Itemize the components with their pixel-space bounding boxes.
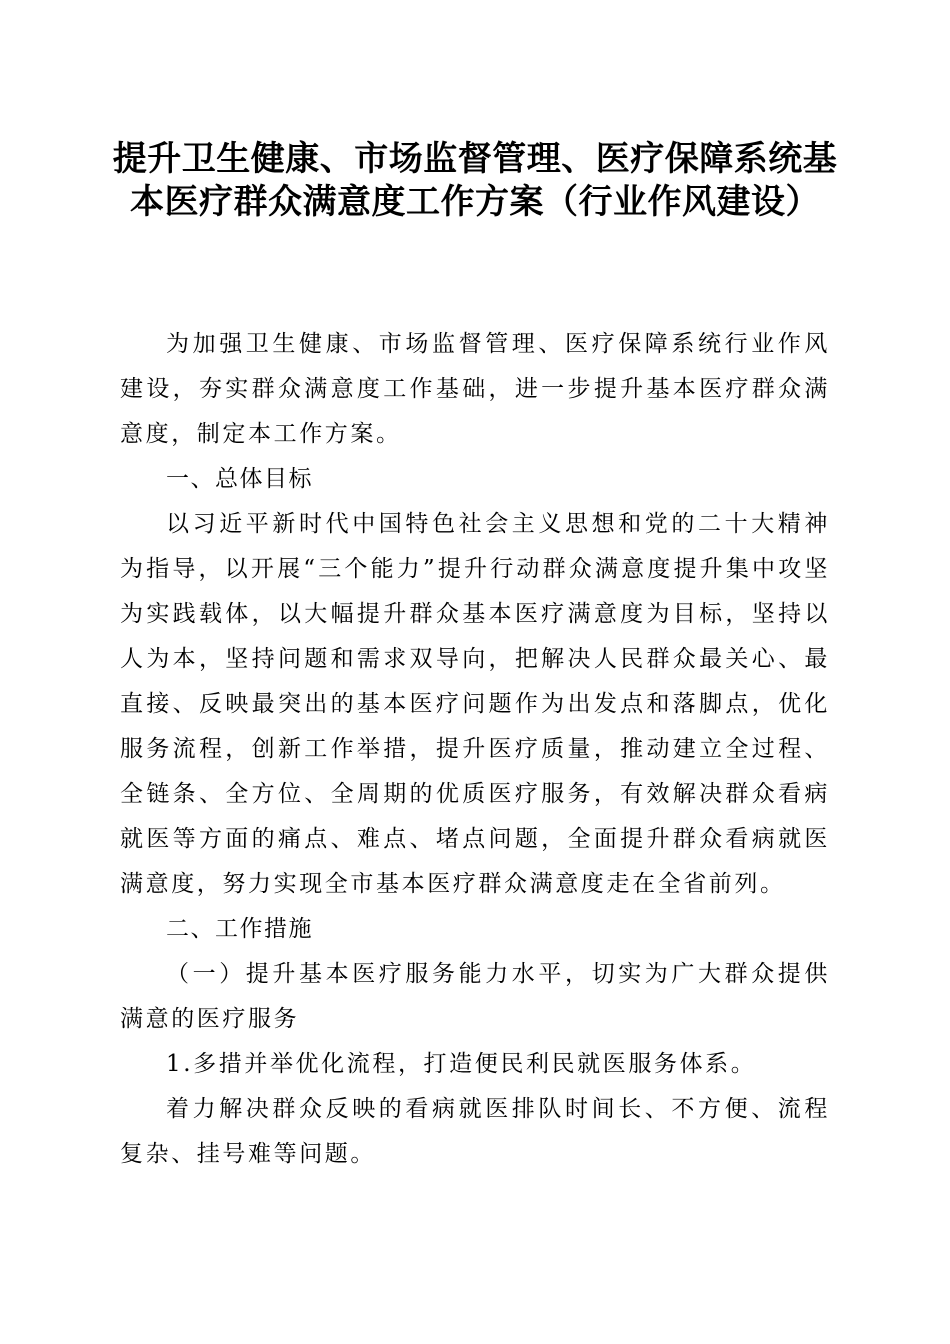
document-body (120, 322, 830, 1177)
subsection-1-heading: （一）提升基本医疗服务能力水平，切实为广大群众提供满意的医疗服务 (120, 961, 830, 1032)
item-1-heading: 1.多措并举优化流程，打造便民利民就医服务体系。 (166, 1051, 757, 1077)
section-1-heading: 一、总体目标 (166, 466, 313, 492)
section-1-paragraph: 以习近平新时代中国特色社会主义思想和党的二十大精神为指导，以开展“三个能力”提升行动群众满意度提升集中攻坚为实践载体，以大幅提升群众基本医疗满意度为目标，坚持以人为本，坚持问题和需求双导向，把解决人民群众最关心、最直接、反映最突出的基本医疗问题作为出发点和落脚点，优化服务流程，创新工作举措，提升医疗质量，推动建立全过程、全链条、全方位、全周期的优质医疗服务，有效解决群众看病就医等方面的痛点、难点、堵点问题，全面提升群众看病就医满意度，努力实现全市基本医疗群众满意度走在全省前列。 (120, 511, 830, 897)
intro-paragraph: 为加强卫生健康、市场监督管理、医疗保障系统行业作风建设，夯实群众满意度工作基础，进一步提升基本医疗群众满意度，制定本工作方案。 (120, 331, 830, 447)
document-title: 提升卫生健康、市场监督管理、医疗保障系统基本医疗群众满意度工作方案（行业作风建设） (112, 139, 838, 222)
item-1-paragraph: 着力解决群众反映的看病就医排队时间长、不方便、流程复杂、挂号难等问题。 (120, 1096, 830, 1167)
section-2-heading: 二、工作措施 (166, 916, 313, 942)
